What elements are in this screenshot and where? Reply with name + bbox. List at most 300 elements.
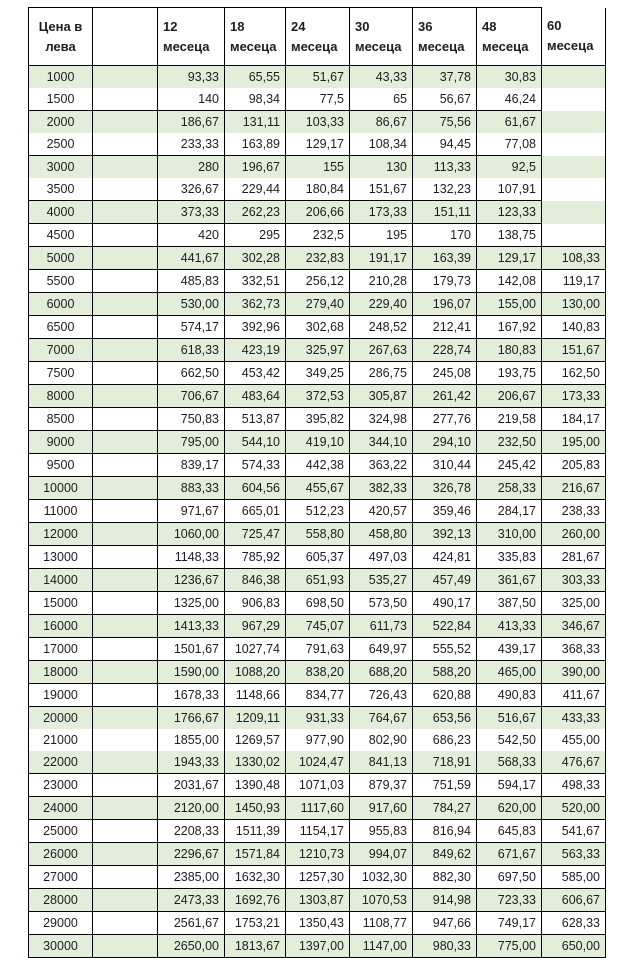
payment-cell: 1390,48	[225, 774, 286, 797]
payment-cell: 130	[350, 156, 413, 179]
payment-cell: 210,28	[350, 270, 413, 293]
price-cell: 16000	[29, 615, 93, 638]
spacer-cell	[93, 454, 158, 477]
payment-cell: 206,67	[477, 385, 542, 408]
payment-cell: 442,38	[286, 454, 350, 477]
payment-cell: 279,40	[286, 293, 350, 316]
payment-cell: 1024,47	[286, 751, 350, 774]
payment-cell: 1590,00	[158, 661, 225, 684]
spacer-cell	[93, 316, 158, 339]
payment-cell: 1148,33	[158, 546, 225, 569]
payment-cell: 233,33	[158, 133, 225, 156]
payment-cell: 841,13	[350, 751, 413, 774]
payment-cell: 65,55	[225, 66, 286, 89]
month-number: 24	[291, 18, 306, 34]
spacer-cell	[93, 912, 158, 935]
payment-cell: 649,97	[350, 638, 413, 661]
payment-cell: 2650,00	[158, 935, 225, 958]
payment-cell: 1766,67	[158, 707, 225, 730]
table-row	[29, 843, 606, 866]
payment-cell: 1088,20	[225, 661, 286, 684]
spacer-cell	[93, 569, 158, 592]
table-row	[29, 638, 606, 661]
column-header-price	[29, 8, 93, 66]
payment-cell: 458,80	[350, 523, 413, 546]
spacer-cell	[93, 592, 158, 615]
payment-cell: 2473,33	[158, 889, 225, 912]
spacer-cell	[93, 88, 158, 111]
spacer-cell	[93, 201, 158, 224]
payment-cell: 129,17	[286, 133, 350, 156]
payment-cell: 65	[350, 88, 413, 111]
payment-cell: 294,10	[413, 431, 477, 454]
spacer-cell	[93, 707, 158, 730]
spacer-cell	[93, 156, 158, 179]
payment-cell: 420,57	[350, 500, 413, 523]
pricing-table	[28, 7, 606, 958]
payment-cell: 98,34	[225, 88, 286, 111]
payment-cell: 883,33	[158, 477, 225, 500]
spacer-cell	[93, 935, 158, 958]
payment-cell: 1571,84	[225, 843, 286, 866]
payment-cell: 1108,77	[350, 912, 413, 935]
spacer-cell	[93, 247, 158, 270]
payment-cell: 697,50	[477, 866, 542, 889]
price-cell: 25000	[29, 820, 93, 843]
column-header-24-months	[286, 8, 350, 66]
price-cell: 15000	[29, 592, 93, 615]
payment-cell: 256,12	[286, 270, 350, 293]
month-number: 12	[163, 18, 178, 34]
price-cell: 8000	[29, 385, 93, 408]
payment-cell: 131,11	[225, 111, 286, 134]
payment-cell: 651,93	[286, 569, 350, 592]
payment-cell: 775,00	[477, 935, 542, 958]
payment-cell: 879,37	[350, 774, 413, 797]
spacer-cell	[93, 293, 158, 316]
price-cell: 4500	[29, 224, 93, 247]
payment-cell: 310,00	[477, 523, 542, 546]
price-cell: 7000	[29, 339, 93, 362]
payment-cell: 37,78	[413, 66, 477, 89]
table-row	[29, 201, 606, 224]
price-header-line1: Цена в	[38, 18, 83, 34]
payment-cell: 248,52	[350, 316, 413, 339]
payment-cell: 849,62	[413, 843, 477, 866]
payment-cell: 457,49	[413, 569, 477, 592]
payment-cell: 142,08	[477, 270, 542, 293]
payment-cell: 180,84	[286, 178, 350, 201]
payment-cell: 390,00	[542, 661, 606, 684]
payment-cell: 723,33	[477, 889, 542, 912]
payment-cell: 618,33	[158, 339, 225, 362]
payment-cell: 92,5	[477, 156, 542, 179]
table-row	[29, 316, 606, 339]
payment-cell: 1632,30	[225, 866, 286, 889]
price-cell: 4000	[29, 201, 93, 224]
payment-cell	[542, 133, 606, 156]
payment-cell: 542,50	[477, 729, 542, 751]
payment-cell: 1071,03	[286, 774, 350, 797]
spacer-cell	[93, 111, 158, 134]
payment-cell: 530,00	[158, 293, 225, 316]
table-row	[29, 935, 606, 958]
payment-cell: 516,67	[477, 707, 542, 730]
price-cell: 10000	[29, 477, 93, 500]
payment-cell: 277,76	[413, 408, 477, 431]
month-number: 18	[230, 18, 245, 34]
payment-cell: 232,5	[286, 224, 350, 247]
payment-cell: 439,17	[477, 638, 542, 661]
payment-cell: 43,33	[350, 66, 413, 89]
month-unit: месеца	[230, 38, 277, 54]
payment-cell: 520,00	[542, 797, 606, 820]
payment-cell: 195	[350, 224, 413, 247]
spacer-cell	[93, 385, 158, 408]
payment-cell: 604,56	[225, 477, 286, 500]
spacer-cell	[93, 133, 158, 156]
table-row	[29, 592, 606, 615]
payment-cell: 1753,21	[225, 912, 286, 935]
payment-cell: 324,98	[350, 408, 413, 431]
payment-cell: 344,10	[350, 431, 413, 454]
payment-cell: 245,08	[413, 362, 477, 385]
payment-cell: 196,67	[225, 156, 286, 179]
payment-cell	[542, 178, 606, 201]
payment-cell: 219,58	[477, 408, 542, 431]
payment-cell: 228,74	[413, 339, 477, 362]
spacer-cell	[93, 178, 158, 201]
payment-cell: 295	[225, 224, 286, 247]
payment-cell: 325,00	[542, 592, 606, 615]
table-row	[29, 684, 606, 707]
spacer-cell	[93, 797, 158, 820]
payment-cell: 423,19	[225, 339, 286, 362]
column-header-empty	[93, 8, 158, 66]
payment-cell: 424,81	[413, 546, 477, 569]
spacer-cell	[93, 866, 158, 889]
spacer-cell	[93, 843, 158, 866]
payment-cell: 751,59	[413, 774, 477, 797]
payment-cell: 1210,73	[286, 843, 350, 866]
payment-cell: 947,66	[413, 912, 477, 935]
payment-cell: 1303,87	[286, 889, 350, 912]
payment-cell: 1511,39	[225, 820, 286, 843]
payment-cell: 1813,67	[225, 935, 286, 958]
spacer-cell	[93, 66, 158, 89]
spacer-cell	[93, 408, 158, 431]
payment-cell: 261,42	[413, 385, 477, 408]
price-cell: 9500	[29, 454, 93, 477]
price-cell: 20000	[29, 707, 93, 730]
payment-cell: 113,33	[413, 156, 477, 179]
payment-cell: 906,83	[225, 592, 286, 615]
payment-cell: 573,50	[350, 592, 413, 615]
price-cell: 14000	[29, 569, 93, 592]
payment-cell	[542, 201, 606, 224]
payment-cell: 620,00	[477, 797, 542, 820]
payment-cell: 698,50	[286, 592, 350, 615]
payment-cell: 455,00	[542, 729, 606, 751]
table-row	[29, 729, 606, 751]
payment-cell	[542, 66, 606, 89]
payment-cell: 302,68	[286, 316, 350, 339]
payment-cell: 980,33	[413, 935, 477, 958]
month-unit: месеца	[547, 38, 594, 54]
payment-cell: 749,17	[477, 912, 542, 935]
payment-cell: 232,83	[286, 247, 350, 270]
table-row	[29, 224, 606, 247]
month-unit: месеца	[355, 38, 402, 54]
payment-cell: 585,00	[542, 866, 606, 889]
payment-cell: 373,33	[158, 201, 225, 224]
payment-cell: 1027,74	[225, 638, 286, 661]
payment-cell: 61,67	[477, 111, 542, 134]
price-cell: 9000	[29, 431, 93, 454]
payment-cell: 718,91	[413, 751, 477, 774]
payment-cell: 132,23	[413, 178, 477, 201]
price-cell: 1500	[29, 88, 93, 111]
payment-cell: 764,67	[350, 707, 413, 730]
table-row	[29, 178, 606, 201]
table-row	[29, 546, 606, 569]
payment-cell: 1154,17	[286, 820, 350, 843]
price-cell: 5500	[29, 270, 93, 293]
payment-cell: 77,08	[477, 133, 542, 156]
payment-cell: 465,00	[477, 661, 542, 684]
price-cell: 2500	[29, 133, 93, 156]
payment-cell: 362,73	[225, 293, 286, 316]
column-header-18-months	[225, 8, 286, 66]
payment-cell: 332,51	[225, 270, 286, 293]
payment-cell: 522,84	[413, 615, 477, 638]
table-row	[29, 66, 606, 89]
payment-cell: 1032,30	[350, 866, 413, 889]
price-cell: 19000	[29, 684, 93, 707]
payment-cell: 1855,00	[158, 729, 225, 751]
payment-cell	[542, 111, 606, 134]
payment-cell: 2385,00	[158, 866, 225, 889]
payment-cell: 1330,02	[225, 751, 286, 774]
payment-cell: 196,07	[413, 293, 477, 316]
table-row	[29, 247, 606, 270]
payment-cell: 1678,33	[158, 684, 225, 707]
payment-cell: 205,83	[542, 454, 606, 477]
payment-cell: 917,60	[350, 797, 413, 820]
payment-cell: 650,00	[542, 935, 606, 958]
payment-cell: 1413,33	[158, 615, 225, 638]
spacer-cell	[93, 684, 158, 707]
table-row	[29, 156, 606, 179]
payment-cell: 140,83	[542, 316, 606, 339]
spacer-cell	[93, 774, 158, 797]
payment-cell: 2208,33	[158, 820, 225, 843]
payment-cell: 229,40	[350, 293, 413, 316]
payment-cell: 544,10	[225, 431, 286, 454]
payment-cell: 284,17	[477, 500, 542, 523]
payment-cell: 688,20	[350, 661, 413, 684]
price-cell: 27000	[29, 866, 93, 889]
payment-cell: 795,00	[158, 431, 225, 454]
payment-cell: 2561,67	[158, 912, 225, 935]
payment-cell: 1060,00	[158, 523, 225, 546]
payment-cell: 1269,57	[225, 729, 286, 751]
table-row	[29, 408, 606, 431]
payment-cell: 262,23	[225, 201, 286, 224]
payment-cell: 914,98	[413, 889, 477, 912]
payment-cell: 75,56	[413, 111, 477, 134]
payment-cell: 310,44	[413, 454, 477, 477]
spacer-cell	[93, 339, 158, 362]
payment-cell: 490,17	[413, 592, 477, 615]
payment-cell: 1236,67	[158, 569, 225, 592]
payment-cell: 167,92	[477, 316, 542, 339]
payment-cell: 497,03	[350, 546, 413, 569]
payment-cell: 967,29	[225, 615, 286, 638]
table-row	[29, 820, 606, 843]
payment-cell: 555,52	[413, 638, 477, 661]
payment-cell: 140	[158, 88, 225, 111]
payment-cell: 86,67	[350, 111, 413, 134]
payment-cell: 834,77	[286, 684, 350, 707]
payment-cell: 280	[158, 156, 225, 179]
payment-cell: 193,75	[477, 362, 542, 385]
price-cell: 3500	[29, 178, 93, 201]
payment-cell: 363,22	[350, 454, 413, 477]
table-row	[29, 133, 606, 156]
table-row	[29, 500, 606, 523]
payment-cell: 372,53	[286, 385, 350, 408]
price-cell: 22000	[29, 751, 93, 774]
payment-cell: 387,50	[477, 592, 542, 615]
payment-cell: 335,83	[477, 546, 542, 569]
payment-cell	[542, 156, 606, 179]
payment-cell: 130,00	[542, 293, 606, 316]
payment-cell: 568,33	[477, 751, 542, 774]
payment-cell: 791,63	[286, 638, 350, 661]
table-row	[29, 293, 606, 316]
payment-cell: 238,33	[542, 500, 606, 523]
payment-cell: 1147,00	[350, 935, 413, 958]
payment-cell: 30,83	[477, 66, 542, 89]
table-row	[29, 339, 606, 362]
payment-cell: 476,67	[542, 751, 606, 774]
price-cell: 1000	[29, 66, 93, 89]
spacer-cell	[93, 500, 158, 523]
spacer-cell	[93, 820, 158, 843]
payment-cell: 186,67	[158, 111, 225, 134]
payment-cell: 558,80	[286, 523, 350, 546]
header-row	[29, 8, 606, 66]
payment-cell: 392,96	[225, 316, 286, 339]
payment-cell: 671,67	[477, 843, 542, 866]
payment-cell: 483,64	[225, 385, 286, 408]
payment-cell: 2031,67	[158, 774, 225, 797]
payment-cell: 361,67	[477, 569, 542, 592]
payment-cell: 302,28	[225, 247, 286, 270]
month-unit: месеца	[418, 38, 465, 54]
price-cell: 8500	[29, 408, 93, 431]
table-row	[29, 111, 606, 134]
table-row	[29, 477, 606, 500]
payment-cell: 51,67	[286, 66, 350, 89]
payment-cell: 258,33	[477, 477, 542, 500]
payment-cell: 686,23	[413, 729, 477, 751]
table-row	[29, 889, 606, 912]
payment-cell: 129,17	[477, 247, 542, 270]
payment-cell: 453,42	[225, 362, 286, 385]
payment-cell: 498,33	[542, 774, 606, 797]
payment-cell: 745,07	[286, 615, 350, 638]
month-number: 48	[482, 18, 497, 34]
payment-cell: 212,41	[413, 316, 477, 339]
payment-cell: 1257,30	[286, 866, 350, 889]
price-cell: 24000	[29, 797, 93, 820]
table-row	[29, 912, 606, 935]
spacer-cell	[93, 729, 158, 751]
payment-cell: 1501,67	[158, 638, 225, 661]
payment-cell: 325,97	[286, 339, 350, 362]
payment-cell: 628,33	[542, 912, 606, 935]
payment-cell: 784,27	[413, 797, 477, 820]
payment-cell: 535,27	[350, 569, 413, 592]
payment-cell: 1450,93	[225, 797, 286, 820]
payment-cell: 232,50	[477, 431, 542, 454]
price-cell: 26000	[29, 843, 93, 866]
payment-cell: 229,44	[225, 178, 286, 201]
payment-cell: 346,67	[542, 615, 606, 638]
payment-cell: 665,01	[225, 500, 286, 523]
payment-cell: 155,00	[477, 293, 542, 316]
table-row	[29, 454, 606, 477]
payment-cell: 419,10	[286, 431, 350, 454]
payment-cell: 195,00	[542, 431, 606, 454]
payment-cell: 1325,00	[158, 592, 225, 615]
payment-cell: 726,43	[350, 684, 413, 707]
payment-cell: 420	[158, 224, 225, 247]
spacer-cell	[93, 523, 158, 546]
payment-cell: 706,67	[158, 385, 225, 408]
price-cell: 11000	[29, 500, 93, 523]
price-cell: 29000	[29, 912, 93, 935]
table-row	[29, 569, 606, 592]
payment-cell: 1350,43	[286, 912, 350, 935]
payment-cell: 512,23	[286, 500, 350, 523]
payment-cell: 413,33	[477, 615, 542, 638]
payment-cell: 802,90	[350, 729, 413, 751]
payment-cell: 326,67	[158, 178, 225, 201]
payment-cell: 206,66	[286, 201, 350, 224]
payment-cell: 191,17	[350, 247, 413, 270]
price-cell: 12000	[29, 523, 93, 546]
price-cell: 17000	[29, 638, 93, 661]
payment-cell: 108,34	[350, 133, 413, 156]
payment-cell: 368,33	[542, 638, 606, 661]
table-row	[29, 707, 606, 730]
spacer-cell	[93, 431, 158, 454]
payment-cell: 574,17	[158, 316, 225, 339]
payment-cell: 382,33	[350, 477, 413, 500]
spacer-cell	[93, 661, 158, 684]
spacer-cell	[93, 362, 158, 385]
payment-cell: 725,47	[225, 523, 286, 546]
payment-cell: 882,30	[413, 866, 477, 889]
column-header-60-months	[542, 8, 606, 66]
payment-cell: 653,56	[413, 707, 477, 730]
payment-cell: 971,67	[158, 500, 225, 523]
month-number: 60	[547, 18, 562, 34]
payment-cell: 1209,11	[225, 707, 286, 730]
